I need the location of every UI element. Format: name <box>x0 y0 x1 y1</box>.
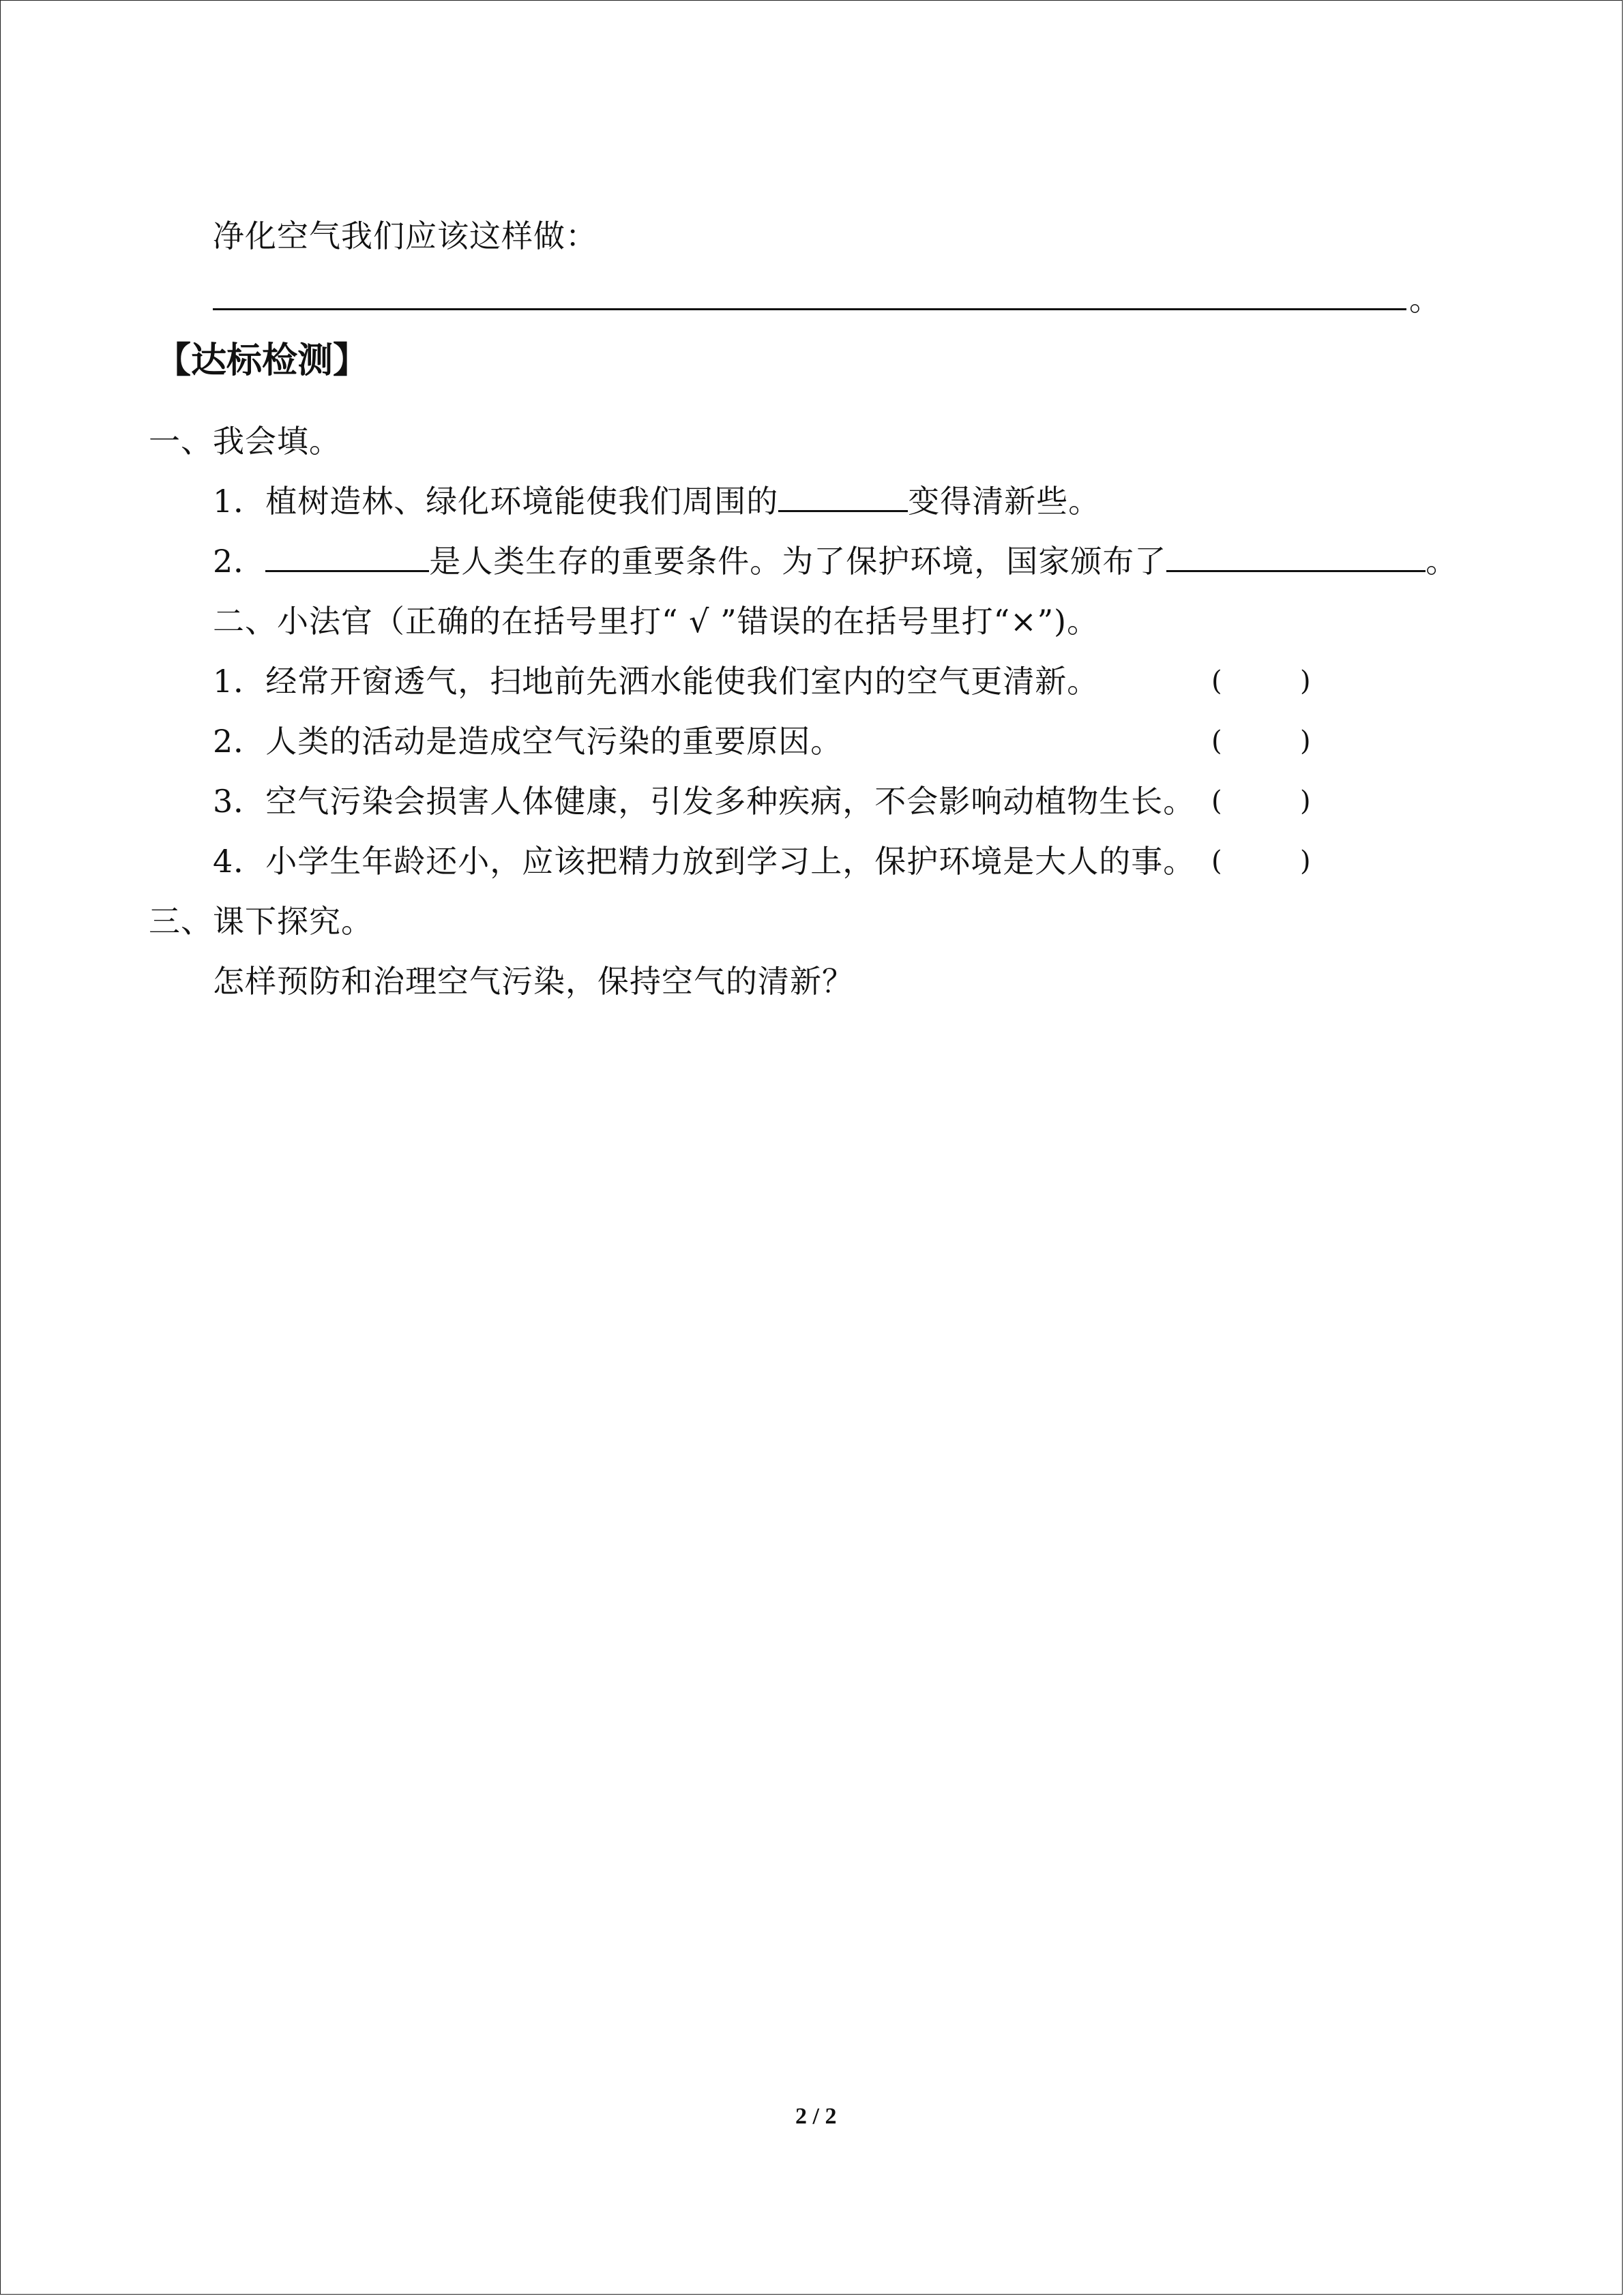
part3-title: 三、课下探究。 <box>149 903 373 940</box>
item-number: 2． <box>213 723 266 760</box>
answer-parentheses[interactable]: ( ) <box>1211 666 1311 697</box>
question-text: 是人类生存的重要条件。为了保护环境，国家颁布了 <box>429 543 1167 580</box>
part2-title: 二、小法官（正确的在括号里打“ √ ”错误的在括号里打“×”)。 <box>213 603 1099 640</box>
judge-item <box>213 780 1195 822</box>
answer-parentheses[interactable]: ( ) <box>1211 846 1311 877</box>
part1-title: 一、我会填。 <box>149 423 341 460</box>
fill-blank[interactable] <box>778 480 908 512</box>
part1-q1 <box>213 480 1100 522</box>
judge-item <box>213 840 1195 882</box>
answer-parentheses[interactable]: ( ) <box>1211 726 1311 757</box>
section-heading: 【达标检测】 <box>156 340 369 381</box>
item-text: 小学生年龄还小，应该把精力放到学习上，保护环境是大人的事。 <box>265 843 1196 880</box>
part3-question: 怎样预防和治理空气污染，保持空气的清新？ <box>213 963 854 1000</box>
item-text: 空气污染会损害人体健康，引发多种疾病，不会影响动植物生长。 <box>265 783 1196 820</box>
question-number: 1． <box>213 483 266 520</box>
item-number: 1． <box>213 663 266 700</box>
page-number: 2 / 2 <box>795 2104 837 2129</box>
judge-item <box>213 720 842 762</box>
answer-parentheses[interactable]: ( ) <box>1211 786 1311 817</box>
item-number: 4． <box>213 843 266 880</box>
item-number: 3． <box>213 783 266 820</box>
purify-answer-line[interactable] <box>213 308 1406 310</box>
item-text: 人类的活动是造成空气污染的重要原因。 <box>265 723 843 760</box>
question-text: 植树造林、绿化环境能使我们周围的 <box>265 483 779 520</box>
judge-item <box>213 660 1099 702</box>
question-text: 。 <box>1426 543 1458 580</box>
part1-q2 <box>213 540 1458 582</box>
question-text: 变得清新些。 <box>908 483 1101 520</box>
fill-blank[interactable] <box>265 540 429 572</box>
purify-prompt: 净化空气我们应该这样做： <box>213 218 597 254</box>
fill-blank[interactable] <box>1166 540 1426 572</box>
purify-end-mark: 。 <box>1409 281 1441 318</box>
question-number: 2． <box>213 543 266 580</box>
item-text: 经常开窗透气，扫地前先洒水能使我们室内的空气更清新。 <box>265 663 1099 700</box>
